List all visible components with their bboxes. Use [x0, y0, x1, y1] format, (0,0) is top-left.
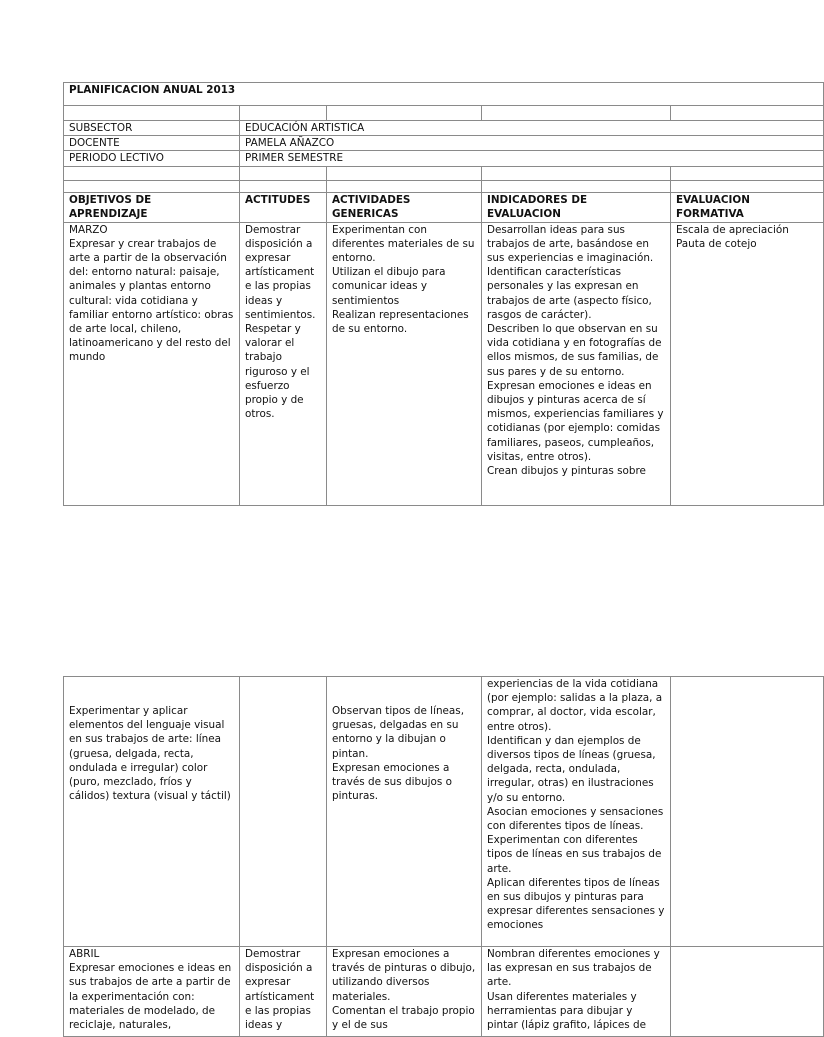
abril-actividades: Expresan emociones a través de pinturas o dibujo, utilizando diversos materiales. Comentan el trabajo propio y el de sus — [327, 947, 482, 1037]
table-row-lenguaje-visual — [64, 677, 824, 947]
column-header-indicadores: INDICADORES DE EVALUACION — [482, 192, 671, 222]
marzo-evaluacion: Escala de apreciación Pauta de cotejo — [671, 222, 824, 505]
abril-evaluacion — [671, 947, 824, 1037]
lenguaje-actividades: Observan tipos de líneas, gruesas, delgadas en su entorno y la dibujan o pintan. Expresan emociones a través de sus dibujos o pinturas. — [327, 677, 482, 947]
abril-actitudes: Demostrar disposición a expresar artísticament e las propias ideas y — [240, 947, 327, 1037]
column-header-evaluacion: EVALUACION FORMATIVA — [671, 192, 824, 222]
subsector-value: EDUCACIÓN ARTISTICA — [240, 121, 824, 136]
periodo-label: PERIODO LECTIVO — [64, 151, 240, 166]
abril-indicadores: Nombran diferentes emociones y las expresan en sus trabajos de arte. Usan diferentes materiales y herramientas para dibujar y pintar (lápiz grafito, lápices de — [482, 947, 671, 1037]
planning-table-page-1 — [63, 82, 824, 506]
marzo-indicadores: Desarrollan ideas para sus trabajos de arte, basándose en sus experiencias e imaginación. Identifican características personales y las expresan en trabajos de arte (aspecto físico, rasgos de carácter). Describen lo que observan en su vida cotidiana y en fotografías de ellos mismos, de sus familias, de sus pares y de su entorno. Expresan emociones e ideas en dibujos y pinturas acerca de sí mismos, experiencias familiares y cotidianas (por ejemplo: comidas familiares, paseos, cumpleaños, visitas, entre otros). Crean dibujos y pinturas sobre — [482, 222, 671, 505]
planning-table-page-2 — [63, 676, 824, 1037]
column-header-objetivos: OBJETIVOS DE APRENDIZAJE — [64, 192, 240, 222]
abril-objetivo: ABRIL Expresar emociones e ideas en sus trabajos de arte a partir de la experimentación con: materiales de modelado, de reciclaje, naturales, — [64, 947, 240, 1037]
periodo-value: PRIMER SEMESTRE — [240, 151, 824, 166]
docente-label: DOCENTE — [64, 136, 240, 151]
table-row-marzo — [64, 222, 824, 505]
subsector-label: SUBSECTOR — [64, 121, 240, 136]
lenguaje-indicadores: experiencias de la vida cotidiana (por ejemplo: salidas a la plaza, a comprar, al doctor, vida escolar, entre otros). Identifican y dan ejemplos de diversos tipos de líneas (gruesa, delgada, recta, ondulada, irregular, otras) en ilustraciones y/o su entorno. Asocian emociones y sensaciones con diferentes tipos de líneas. Experimentan con diferentes tipos de líneas en sus trabajos de arte. Aplican diferentes tipos de líneas en sus dibujos y pinturas para expresar diferentes sensaciones y emociones — [482, 677, 671, 947]
page-2 — [63, 676, 768, 1032]
page-1 — [63, 82, 789, 503]
column-header-actividades: ACTIVIDADES GENERICAS — [327, 192, 482, 222]
column-header-actitudes: ACTITUDES — [240, 192, 327, 222]
lenguaje-actitudes — [240, 677, 327, 947]
table-row-abril — [64, 947, 824, 1037]
marzo-objetivo: MARZO Expresar y crear trabajos de arte a partir de la observación del: entorno natural: paisaje, animales y plantas entorno cultural: vida cotidiana y familiar entorno artístico: obras de arte local, chileno, latinoamericano y del resto del mundo — [64, 222, 240, 505]
lenguaje-evaluacion — [671, 677, 824, 947]
marzo-actividades: Experimentan con diferentes materiales de su entorno. Utilizan el dibujo para comunicar ideas y sentimientos Realizan representaciones de su entorno. — [327, 222, 482, 505]
document-title: PLANIFICACION ANUAL 2013 — [64, 83, 824, 106]
docente-value: PAMELA AÑAZCO — [240, 136, 824, 151]
lenguaje-objetivo: Experimentar y aplicar elementos del lenguaje visual en sus trabajos de arte: línea (gruesa, delgada, recta, ondulada e irregular) color (puro, mezclado, fríos y cálidos) textura (visual y táctil) — [64, 677, 240, 947]
marzo-actitudes: Demostrar disposición a expresar artísticament e las propias ideas y sentimientos. Respetar y valorar el trabajo riguroso y el esfuerzo propio y de otros. — [240, 222, 327, 505]
